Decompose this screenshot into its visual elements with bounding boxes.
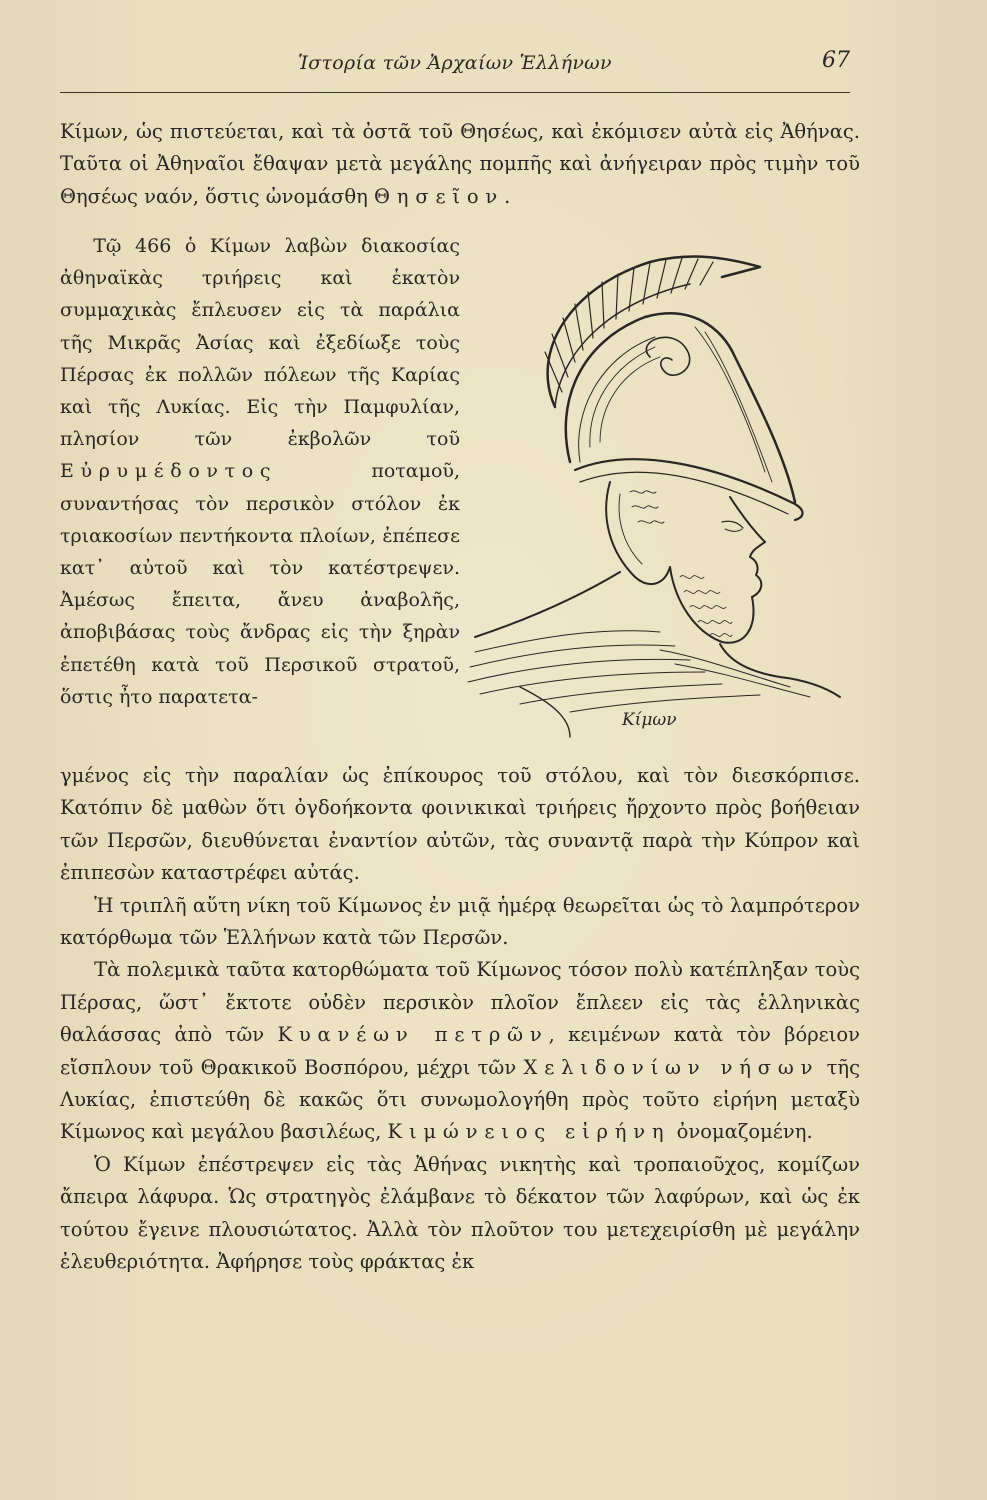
text-block-beside-figure [60, 230, 460, 713]
paragraph-continued [60, 116, 860, 213]
running-title: Ἱστορία τῶν Ἀρχαίων Ἑλλήνων [298, 52, 612, 74]
paragraph-text: Τῷ 466 ὁ Κίμων λαβὼν διακοσίας ἀθηναϊκὰς τριήρεις καὶ ἑκατὸν συμμαχικὰς ἔπλευσεν εἰς τὰ παράλια τῆς Μικρᾶς Ἀσίας καὶ ἐξεδίωξε τοὺς Πέρσας ἐκ πολλῶν πόλεων τῆς Καρίας καὶ τῆς Λυκίας. Εἰς τὴν Παμφυλίαν, πλησίον τῶν ἐκβολῶν τοῦ [60, 235, 460, 451]
text-block-bottom [60, 760, 860, 1279]
text-block-top [60, 116, 860, 213]
paragraph [60, 230, 460, 713]
paragraph-text: ὀνομαζομένη. [676, 1120, 813, 1144]
paragraph-text: τῆς Λυκίας, ἐπιστεύθη δὲ κακῶς ὅτι συνωμολογήθη πρὸς τοῦτο εἰρήνη μεταξὺ Κίμωνος καὶ μεγάλου βασιλέως, [60, 1055, 861, 1144]
paragraph-text: Ἡ τριπλῆ αὕτη νίκη τοῦ Κίμωνος ἐν μιᾷ ἡμέρᾳ θεωρεῖται ὡς τὸ λαμπρότερον κατόρθωμα τῶν Ἑλλήνων κατὰ τῶν Περσῶν. [60, 893, 860, 950]
spaced-emphasis: Κιμώνειος εἰρήνη [387, 1120, 671, 1144]
paragraph-text: γμένος εἰς τὴν παραλίαν ὡς ἐπίκουρος τοῦ στόλου, καὶ τὸν διεσκόρπισε. Κατόπιν δὲ μαθὼν ὅτι ὀγδοήκοντα φοινικικαὶ τριήρεις ἤρχοντο πρὸς βοήθειαν τῶν Περσῶν, διευθύνεται ἐναντίον αὐτῶν, τὰς συναντᾷ παρὰ τὴν Κύπρον καὶ ἐπιπεσὼν καταστρέφει αὐτάς. [60, 764, 860, 885]
paragraph [60, 1149, 860, 1279]
page-number: 67 [822, 48, 850, 73]
page-header [60, 48, 850, 88]
header-rule [60, 92, 850, 93]
paragraph-text: Τὰ πολεμικὰ ταῦτα κατορθώματα τοῦ Κίμωνος τόσον πολὺ κατέπληξαν τοὺς Πέρσας, ὥστ᾽ ἔκτοτε οὐδὲν περσικὸν πλοῖον ἔπλεεν εἰς τὰς ἑλληνικὰς θαλάσσας ἀπὸ τῶν [60, 958, 860, 1047]
paragraph-text: Κίμων, ὡς πιστεύεται, καὶ τὰ ὀστᾶ τοῦ Θησέως, καὶ ἐκόμισεν αὐτὰ εἰς Ἀθήνας. Ταῦτα οἱ Ἀθηναῖοι ἔθαψαν μετὰ μεγάλης πομπῆς καὶ ἀνήγειραν πρὸς τιμὴν τοῦ Θησέως ναόν, ὅστις ὠνομάσθη [60, 120, 860, 208]
paragraph-continued [60, 760, 860, 890]
spaced-emphasis: Θησεῖον. [374, 184, 518, 208]
portrait-figure [460, 232, 880, 747]
figure-caption: Κίμων [622, 710, 677, 730]
spaced-emphasis: Κυανέων πετρῶν [277, 1023, 549, 1047]
spaced-emphasis: Εὐρυμέδοντος [60, 460, 278, 483]
paragraph [60, 954, 860, 1148]
paragraph-text-part: ποταμοῦ, συναντήσας τὸν περσικὸν στόλον ἐκ τριακοσίων πεντήκοντα πλοίων, ἐπέπεσε κατ᾽ αὐτοῦ καὶ τὸν κατέστρεψεν. Ἀμέσως ἔπειτα, ἄνευ ἀναβολῆς, ἀποβιβάσας τοὺς ἄνδρας εἰς τὴν ξηρὰν ἐπετέθη κατὰ τοῦ Περσικοῦ στρατοῦ, ὅστις ἦτο παρατετα- [60, 460, 460, 708]
paragraph [60, 890, 860, 955]
paragraph-text: , κειμένων κατὰ τὸν βόρειον εἴσπλουν τοῦ Θρακικοῦ Βοσπόρου, μέχρι τῶν [60, 1023, 861, 1079]
paragraph-text: Ὁ Κίμων ἐπέστρεψεν εἰς τὰς Ἀθήνας νικητὴς καὶ τροπαιοῦχος, κομίζων ἄπειρα λάφυρα. Ὡς στρατηγὸς ἐλάμβανε τὸ δέκατον τῶν λαφύρων, καὶ ὡς ἐκ τούτου ἔγεινε πλουσιώτατος. Ἀλλὰ τὸν πλοῦτον του μετεχειρίσθη μὲ μεγάλην ἐλευθεριότητα. Ἀφήρησε τοὺς φράκτας ἐκ [60, 1152, 860, 1274]
spaced-emphasis: Χελιδονίων νήσων [523, 1055, 820, 1079]
helmeted-bust-icon [460, 232, 880, 747]
